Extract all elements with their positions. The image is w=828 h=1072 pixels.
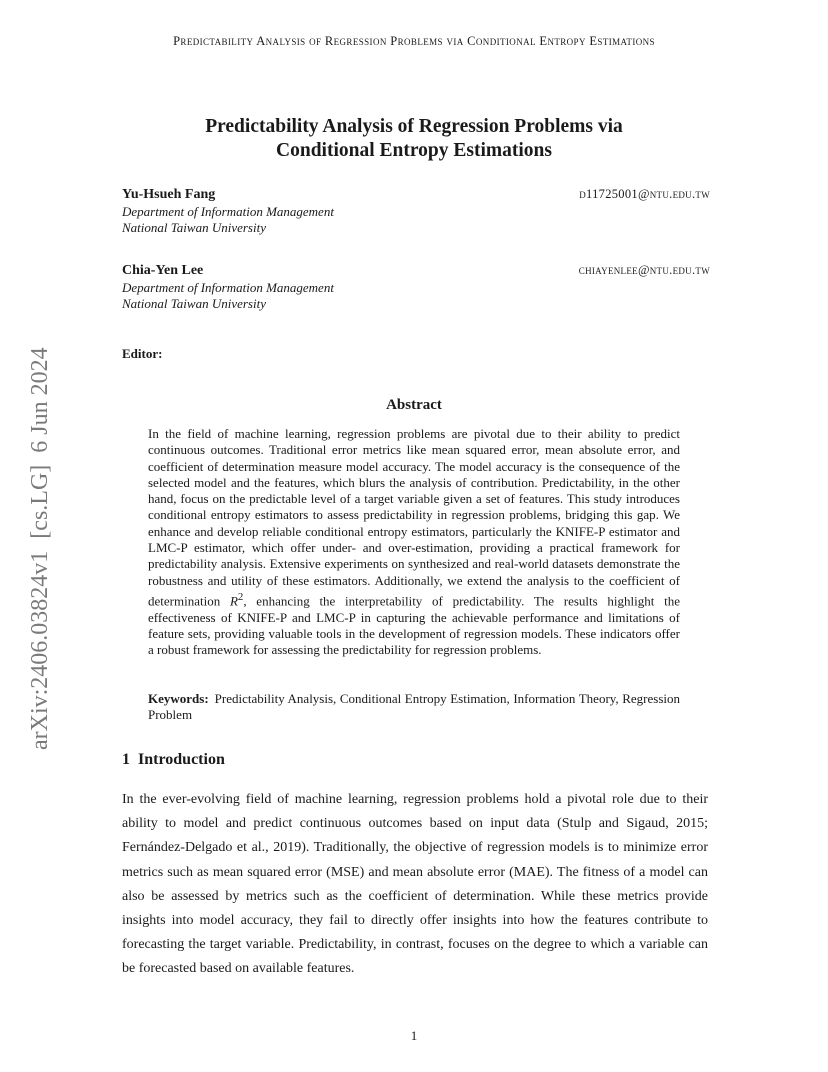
introduction-text: [122, 788, 708, 982]
author-name: Yu-Hsueh Fang: [122, 187, 216, 202]
author-department: Department of Information Management: [122, 280, 334, 295]
r-squared-exponent: 2: [237, 590, 244, 603]
page-number: 1: [410, 1028, 418, 1043]
section-heading: [122, 751, 225, 769]
section-title: Introduction: [138, 751, 225, 768]
author-name: Chia-Yen Lee: [122, 263, 204, 278]
title-line-1: Predictability Analysis of Regression Problems via: [205, 116, 623, 137]
abstract-text: [148, 426, 680, 658]
author-email[interactable]: chiayenlee@ntu.edu.tw: [578, 263, 710, 277]
keywords: [148, 691, 680, 724]
author-university: National Taiwan University: [122, 220, 266, 235]
abstract-heading: Abstract: [386, 397, 442, 413]
keywords-label: Keywords:: [148, 691, 209, 706]
author-email[interactable]: d11725001@ntu.edu.tw: [579, 187, 710, 201]
abstract-text-part-2: , enhancing the interpretability of predictability. The results highlight the effectiveness of KNIFE-P and LMC-P in capturing the achievable performance and limitations of feature sets, providing valuable tools in the development of regression models. These indicators offer a robust framework for assessing the predictability for regression problems.: [148, 593, 680, 658]
section-number: 1: [122, 751, 130, 768]
editor-label: Editor:: [122, 346, 163, 361]
title-line-2: Conditional Entropy Estimations: [276, 140, 552, 161]
arxiv-identifier: arXiv:2406.03824v1 [cs.LG] 6 Jun 2024: [27, 347, 53, 750]
author-department: Department of Information Management: [122, 204, 334, 219]
author-block-2: [122, 262, 710, 312]
running-head: Predictability Analysis of Regression Problems via Conditional Entropy Estimations: [173, 34, 655, 48]
author-block-1: [122, 186, 710, 236]
keywords-text: Predictability Analysis, Conditional Entropy Estimation, Information Theory, Regression Problem: [148, 691, 680, 723]
r-squared-symbol: R: [229, 593, 238, 609]
intro-paragraph: In the ever-evolving field of machine learning, regression problems hold a pivotal role due to their ability to model and predict continuous outcomes based on input data (Stulp and Sigaud, 2015; Fernández-Delgado et al., 2019). Traditionally, the objective of regression models is to minimize error metrics such as mean squared error (MSE) and mean absolute error (MAE). The fitness of a model can also be assessed by metrics such as the coefficient of determination. While these metrics provide insights into model accuracy, they fail to directly offer insights into how the features contribute to forecasting the target variable. Predictability, in contrast, focuses on the degree to which a variable can be forecasted based on available features.: [122, 792, 708, 977]
arxiv-stamp: [14, 296, 60, 752]
author-university: National Taiwan University: [122, 296, 266, 311]
paper-title: [0, 115, 828, 163]
abstract-text-part-1: In the field of machine learning, regression problems are pivotal due to their ability to predict continuous outcomes. Traditional error metrics like mean squared error, mean absolute error, and coefficient of determination measure model accuracy. The model accuracy is the consequence of the selected model and the features, which blurs the analysis of contribution. Predictability, in the other hand, focus on the predictable level of a target variable given a set of features. This study introduces conditional entropy estimators to assess predictability in regression problems, bridging this gap. We enhance and develop reliable conditional entropy estimators, particularly the KNIFE-P estimator and LMC-P estimator, which offer under- and over-estimation, providing a practical framework for predictability analysis. Extensive experiments on synthesized and real-world datasets demonstrate the robustness and utility of these estimators. Additionally, we extend the analysis to the coefficient of determination: [148, 426, 680, 609]
